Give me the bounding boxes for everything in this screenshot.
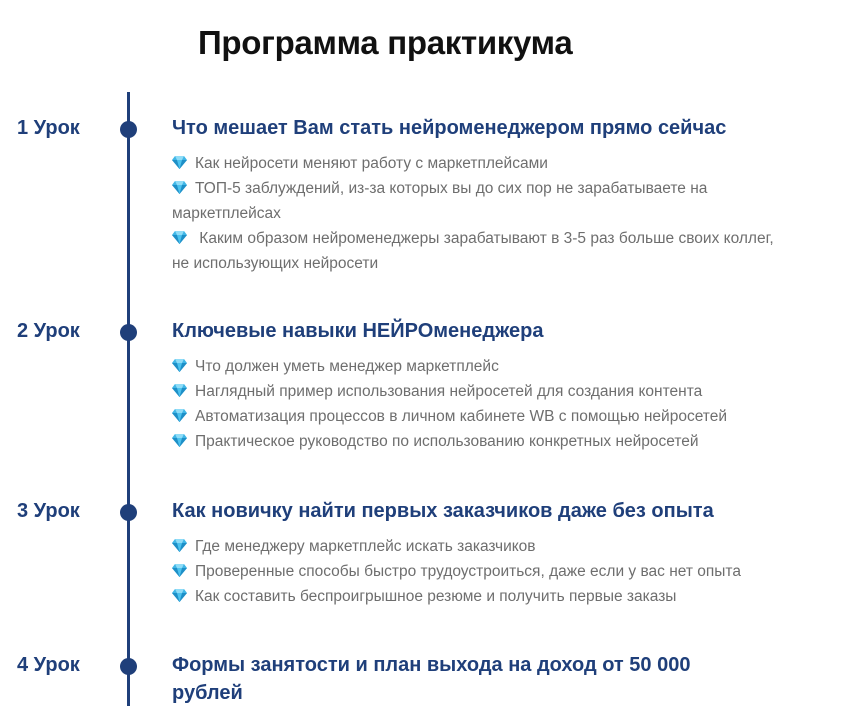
list-item bbox=[172, 226, 782, 276]
list-item bbox=[172, 354, 782, 379]
lesson-label: 2 Урок bbox=[17, 320, 80, 342]
lesson-title: Ключевые навыки НЕЙРОменеджера bbox=[172, 320, 544, 342]
gem-icon bbox=[172, 589, 187, 602]
list-item-text: Как составить беспроигрышное резюме и получить первые заказы bbox=[195, 588, 677, 605]
list-item-text: Проверенные способы быстро трудоустроиться, даже если у вас нет опыта bbox=[195, 563, 741, 580]
gem-icon bbox=[172, 564, 187, 577]
gem-icon bbox=[172, 539, 187, 552]
lesson-title: Как новичку найти первых заказчиков даже без опыта bbox=[172, 500, 714, 522]
list-item-text: Как нейросети меняют работу с маркетплейсами bbox=[195, 155, 548, 172]
gem-icon bbox=[172, 156, 187, 169]
list-item bbox=[172, 559, 782, 584]
gem-icon bbox=[172, 434, 187, 447]
list-item-text: ТОП-5 заблуждений, из-за которых вы до сих пор не зарабатываете на маркетплейсах bbox=[172, 180, 708, 222]
list-item bbox=[172, 379, 782, 404]
lesson-title: Формы занятости и план выхода на доход от 50 000 рублей bbox=[172, 654, 691, 704]
list-item bbox=[172, 584, 782, 609]
timeline-dot bbox=[120, 324, 137, 341]
lesson-1-items bbox=[172, 151, 782, 276]
gem-icon bbox=[172, 231, 187, 244]
gem-icon bbox=[172, 181, 187, 194]
lesson-title: Что мешает Вам стать нейроменеджером прямо сейчас bbox=[172, 117, 727, 139]
list-item bbox=[172, 429, 782, 454]
list-item-text: Где менеджеру маркетплейс искать заказчиков bbox=[195, 538, 536, 555]
lesson-label: 3 Урок bbox=[17, 500, 80, 522]
timeline-dot bbox=[120, 658, 137, 675]
timeline-dot bbox=[120, 504, 137, 521]
list-item-text: Наглядный пример использования нейросетей для создания контента bbox=[195, 383, 703, 400]
list-item-text: Автоматизация процессов в личном кабинете WB с помощью нейросетей bbox=[195, 408, 728, 425]
lesson-label: 1 Урок bbox=[17, 117, 80, 139]
gem-icon bbox=[172, 409, 187, 422]
list-item bbox=[172, 151, 782, 176]
gem-icon bbox=[172, 359, 187, 372]
page-title: Программа практикума bbox=[198, 24, 573, 61]
list-item-text: Каким образом нейроменеджеры зарабатывают в 3-5 раз больше своих коллег, не использующих нейросети bbox=[172, 230, 774, 272]
timeline-line bbox=[127, 92, 130, 706]
list-item bbox=[172, 534, 782, 559]
list-item-text: Что должен уметь менеджер маркетплейс bbox=[195, 358, 499, 375]
lesson-label: 4 Урок bbox=[17, 654, 80, 676]
timeline-dot bbox=[120, 121, 137, 138]
list-item-text: Практическое руководство по использованию конкретных нейросетей bbox=[195, 433, 699, 450]
list-item bbox=[172, 176, 782, 226]
list-item bbox=[172, 404, 782, 429]
gem-icon bbox=[172, 384, 187, 397]
lesson-2-items bbox=[172, 354, 782, 454]
lesson-3-items bbox=[172, 534, 782, 609]
